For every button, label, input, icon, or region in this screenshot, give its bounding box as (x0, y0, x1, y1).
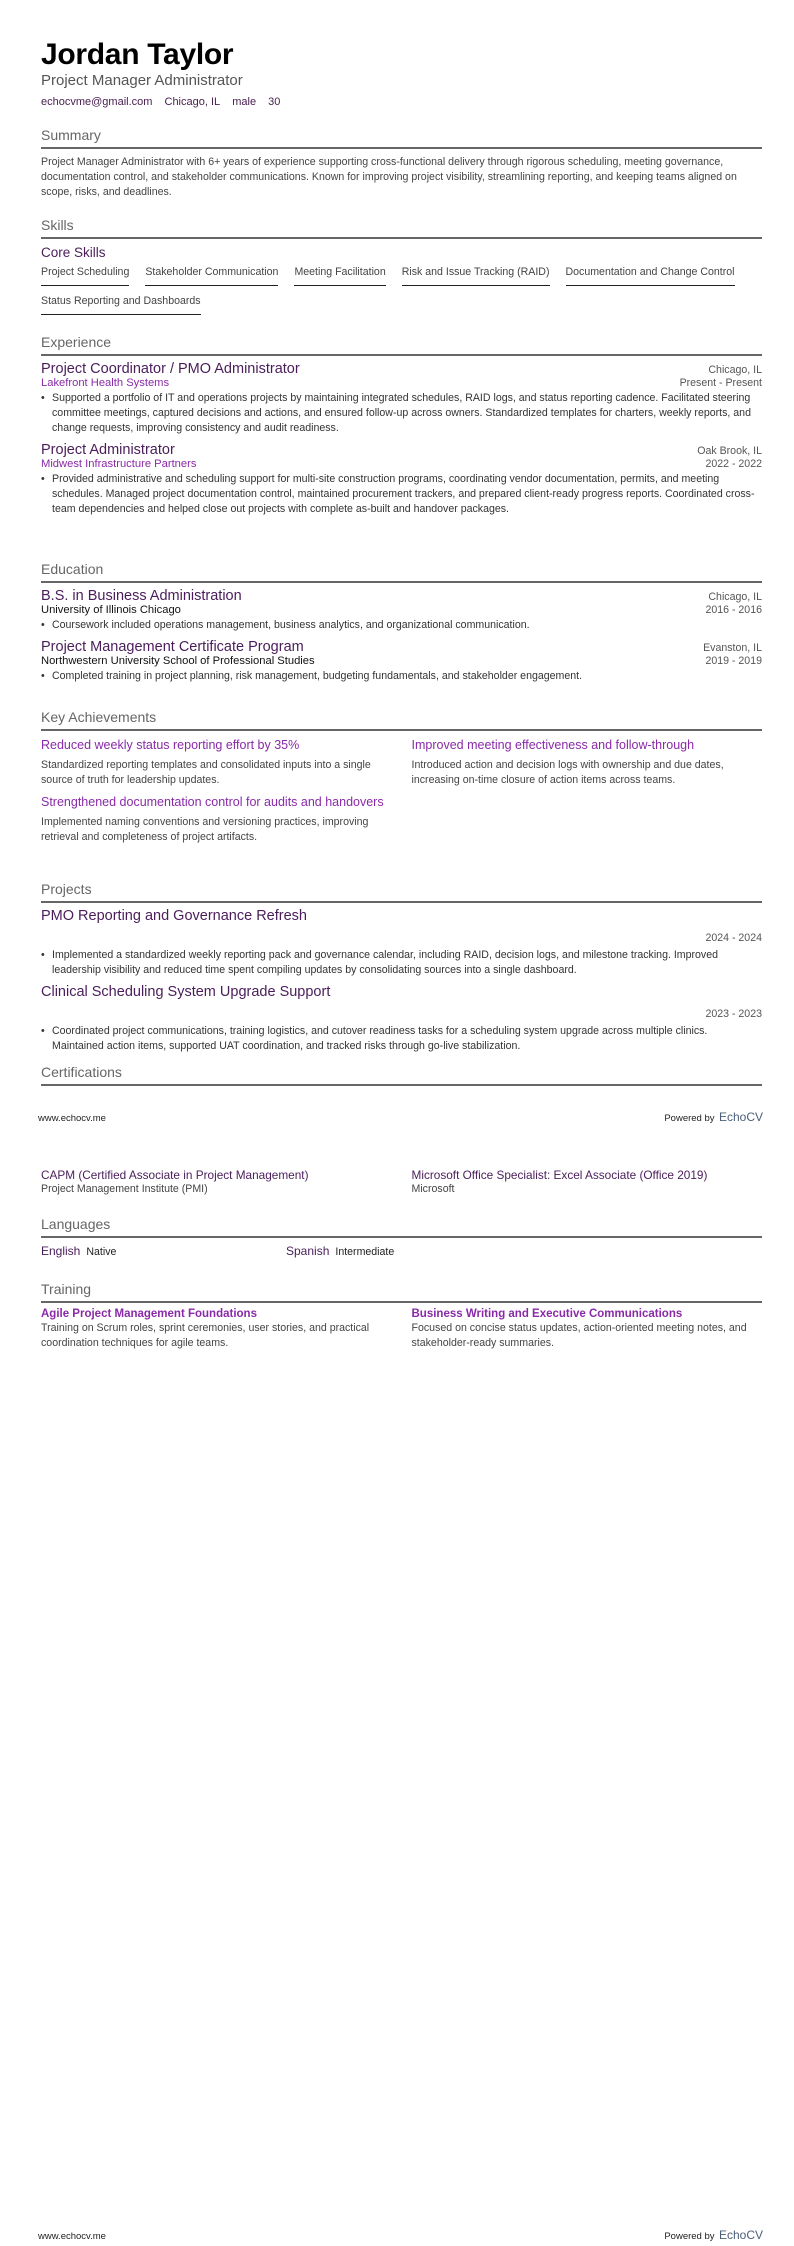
job-bullet: • Supported a portfolio of IT and operations projects by maintaining integrated schedules, RAID logs, and status reporting cadence. Facilitated steering committee meetings, captured decisions and actions, and ensured follow-up across owners. Standardized templates for charters, weekly reports, and change requests, improving consistency and audit readiness. (41, 391, 762, 436)
experience-section (41, 334, 762, 517)
project-dates: 2023 - 2023 (705, 1008, 762, 1020)
page-footer (38, 2226, 763, 2244)
section-heading: Education (41, 561, 104, 577)
achievement-title: Strengthened documentation control for audits and handovers (41, 795, 384, 809)
language-level: Intermediate (335, 1246, 395, 1258)
achievement-item (41, 731, 392, 788)
job-dates: Present - Present (679, 377, 762, 389)
experience-entry (41, 442, 762, 517)
education-bullet: • Completed training in project planning, risk management, budgeting fundamentals, and stakeholder engagement. (41, 669, 762, 684)
summary-text: Project Manager Administrator with 6+ years of experience supporting cross-functional delivery through rigorous scheduling, meeting governance, documentation control, and stakeholder communications. Known for improving project visibility, streamlining reporting, and keeping teams aligned on scope, risks, and deadlines. (41, 156, 737, 198)
summary-section (41, 127, 762, 200)
certification-title: Microsoft Office Specialist: Excel Associate (Office 2019) (411, 1168, 708, 1182)
contact-location: Chicago, IL (164, 96, 221, 108)
skill-tag: Documentation and Change Control (566, 266, 735, 286)
training-item (412, 1303, 763, 1351)
achievements-section (41, 709, 762, 845)
school-name: University of Illinois Chicago (41, 604, 181, 616)
section-heading: Training (41, 1281, 92, 1297)
project-bullet: • Implemented a standardized weekly reporting pack and governance calendar, including RAID, decision logs, and milestone tracking. Improved leadership visibility and reduced time spent compiling updates by consolidating sources into a single dashboard. (41, 948, 762, 978)
job-location: Chicago, IL (708, 364, 762, 376)
job-title: Project Coordinator / PMO Administrator (41, 361, 300, 377)
achievement-title: Improved meeting effectiveness and follow-through (411, 738, 695, 752)
education-entry (41, 639, 762, 684)
certifications-section (41, 1064, 762, 1086)
education-bullet: • Coursework included operations management, business analytics, and organizational communication. (41, 618, 762, 633)
achievement-description: Standardized reporting templates and consolidated inputs into a single source of truth for leadership updates. (41, 759, 371, 786)
education-entry (41, 588, 762, 633)
degree-title: Project Management Certificate Program (41, 639, 304, 655)
job-dates: 2022 - 2022 (705, 458, 762, 470)
certification-issuer: Project Management Institute (PMI) (41, 1183, 208, 1195)
training-title: Agile Project Management Foundations (41, 1308, 257, 1320)
achievement-item (41, 788, 392, 845)
training-section (41, 1281, 762, 1351)
section-divider (41, 354, 762, 356)
training-title: Business Writing and Executive Communications (411, 1308, 683, 1320)
echocv-brand-logo[interactable]: EchoCV (718, 2228, 763, 2242)
training-description: Focused on concise status updates, action-oriented meeting notes, and stakeholder-ready summaries. (411, 1322, 747, 1349)
section-divider (41, 237, 762, 239)
school-location: Evanston, IL (703, 642, 762, 654)
job-bullet: • Provided administrative and scheduling support for multi-site construction programs, coordinating vendor documentation, permits, and meeting schedules. Managed project documentation control, maintained procurement trackers, and prepared client-ready progress reports. Coordinated cross-team dependencies and helped close out projects with complete as-built and handover packages. (41, 472, 762, 517)
section-heading: Languages (41, 1216, 111, 1232)
certification-item (41, 1168, 392, 1195)
contact-age: 30 (268, 96, 281, 108)
section-heading: Experience (41, 334, 112, 350)
languages-section (41, 1216, 762, 1258)
skill-tag: Meeting Facilitation (294, 266, 385, 286)
education-section (41, 561, 762, 684)
footer-powered: Powered by EchoCV (664, 2228, 763, 2242)
candidate-name: Jordan Taylor (41, 38, 234, 71)
contact-gender: male (232, 96, 257, 108)
section-divider (41, 1236, 762, 1238)
company-name: Lakefront Health Systems (41, 377, 170, 389)
section-heading: Key Achievements (41, 709, 157, 725)
skill-tag: Status Reporting and Dashboards (41, 295, 201, 315)
degree-title: B.S. in Business Administration (41, 588, 242, 604)
achievement-title: Reduced weekly status reporting effort by 35% (41, 738, 300, 752)
section-divider (41, 901, 762, 903)
language-name: English (41, 1244, 81, 1258)
project-dates: 2024 - 2024 (705, 932, 762, 944)
candidate-title: Project Manager Administrator (41, 72, 243, 89)
project-entry (41, 984, 762, 1054)
footer-url-link[interactable]: www.echocv.me (38, 2231, 106, 2242)
contact-line (41, 96, 289, 108)
section-heading: Projects (41, 881, 92, 897)
footer-url-link[interactable]: www.echocv.me (38, 1113, 106, 1124)
certification-issuer: Microsoft (411, 1183, 455, 1195)
section-divider (41, 581, 762, 583)
skill-tag: Project Scheduling (41, 266, 129, 286)
project-title: PMO Reporting and Governance Refresh (41, 908, 307, 924)
project-title: Clinical Scheduling System Upgrade Support (41, 984, 331, 1000)
achievement-description: Implemented naming conventions and versioning practices, improving retrieval and completeness of project artifacts. (41, 816, 369, 843)
skills-group-title: Core Skills (41, 245, 106, 260)
skills-section (41, 217, 762, 324)
language-item (41, 1244, 286, 1258)
footer-powered: Powered by EchoCV (664, 1110, 763, 1124)
section-divider (41, 1084, 762, 1086)
training-item (41, 1303, 392, 1351)
school-location: Chicago, IL (708, 591, 762, 603)
skills-list (41, 266, 762, 324)
education-dates: 2016 - 2016 (705, 604, 762, 616)
achievement-item (412, 731, 763, 788)
contact-email[interactable]: echocvme@gmail.com (41, 96, 153, 108)
skill-tag: Risk and Issue Tracking (RAID) (402, 266, 550, 286)
job-location: Oak Brook, IL (697, 445, 762, 457)
section-heading: Summary (41, 127, 101, 143)
project-entry (41, 908, 762, 978)
language-name: Spanish (286, 1244, 330, 1258)
certification-title: CAPM (Certified Associate in Project Management) (41, 1168, 309, 1182)
certifications-list (41, 1168, 762, 1195)
section-heading: Skills (41, 217, 74, 233)
projects-section (41, 881, 762, 1054)
company-name: Midwest Infrastructure Partners (41, 458, 197, 470)
job-title: Project Administrator (41, 442, 175, 458)
experience-entry (41, 361, 762, 436)
training-description: Training on Scrum roles, sprint ceremonies, user stories, and practical coordination techniques for agile teams. (41, 1322, 370, 1349)
language-level: Native (86, 1246, 117, 1258)
echocv-brand-logo[interactable]: EchoCV (718, 1110, 763, 1124)
education-dates: 2019 - 2019 (705, 655, 762, 667)
page-footer (38, 1108, 763, 1126)
language-item (286, 1244, 531, 1258)
certification-item (412, 1168, 763, 1195)
section-divider (41, 147, 762, 149)
skill-tag: Stakeholder Communication (145, 266, 278, 286)
school-name: Northwestern University School of Professional Studies (41, 655, 315, 667)
project-bullet: • Coordinated project communications, training logistics, and cutover readiness tasks for a scheduling system upgrade across multiple clinics. Maintained action items, supported UAT coordination, and tracked risks through go-live stabilization. (41, 1024, 762, 1054)
achievement-description: Introduced action and decision logs with ownership and due dates, increasing on-time closure of action items across teams. (411, 759, 724, 786)
section-heading: Certifications (41, 1064, 122, 1080)
